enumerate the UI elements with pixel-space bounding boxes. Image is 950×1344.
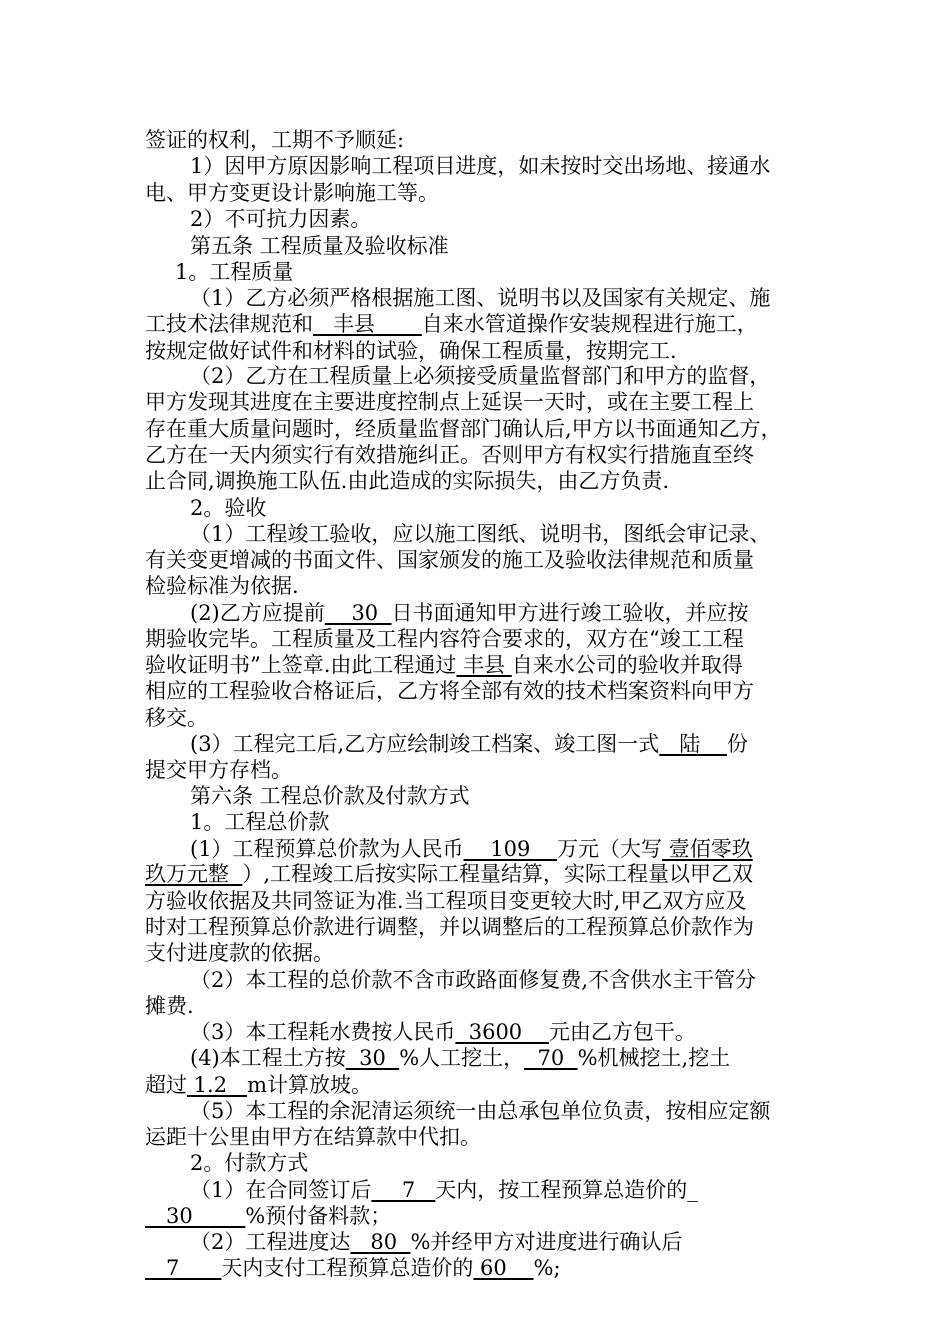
text-line: [145, 311, 758, 337]
text-segment: (4)本工程土方按: [190, 1046, 346, 1070]
text-segment: %;: [533, 1256, 561, 1280]
text-line: [145, 861, 753, 887]
filled-blank: 60: [473, 1256, 534, 1280]
filled-blank: 30: [324, 601, 392, 625]
text-line: [145, 678, 754, 704]
text-line: [145, 127, 404, 153]
text-line: [145, 1203, 391, 1229]
text-segment: 1。工程总价款: [190, 810, 330, 834]
text-segment: 元由乙方包干。: [548, 1020, 696, 1044]
text-segment: （3）本工程耗水费按人民币: [190, 1020, 456, 1044]
text-segment: 日书面通知甲方进行竣工验收，并应按: [391, 601, 749, 625]
text-segment: （2）乙方在工程质量上必须接受质量监督部门和甲方的监督，: [190, 364, 771, 388]
text-line: [190, 285, 770, 311]
text-line: [190, 521, 770, 547]
text-segment: 存在重大质量问题时，经质量监督部门确认后,甲方以书面通知乙方，: [145, 417, 782, 441]
filled-blank: 70: [524, 1046, 578, 1070]
filled-blank: 30: [345, 1046, 400, 1070]
text-segment: （2）工程进度达: [190, 1230, 351, 1254]
text-line: [145, 338, 677, 364]
text-segment: 第六条 工程总价款及付款方式: [190, 784, 470, 808]
text-segment: （2）本工程的总价款不含市政路面修复费,不含供水主干管分: [190, 968, 757, 992]
text-segment: （5）本工程的余泥清运须统一由总承包单位负责，按相应定额: [190, 1099, 771, 1123]
text-line: [145, 705, 208, 731]
text-segment: 万元（大写: [557, 837, 663, 861]
text-segment: 2。付款方式: [190, 1151, 309, 1175]
text-line: [190, 1045, 730, 1071]
filled-blank: 109: [463, 837, 558, 861]
text-segment: 2）不可抗力因素。: [190, 207, 372, 231]
text-line: [190, 153, 770, 179]
text-segment: 期验收完毕。工程质量及工程内容符合要求的，双方在“竣工工程: [145, 627, 744, 651]
text-line: [190, 600, 749, 626]
text-segment: 自来水公司的验收并取得: [511, 653, 743, 677]
text-segment: 按规定做好试件和材料的试验，确保工程质量，按期完工.: [145, 339, 677, 363]
filled-blank: 陆: [659, 732, 727, 756]
text-segment: 超过: [145, 1073, 187, 1097]
text-line: [145, 940, 334, 966]
text-line: [145, 547, 754, 573]
filled-blank: __30_____: [145, 1204, 246, 1228]
text-line: [190, 233, 449, 259]
text-line: [190, 783, 470, 809]
filled-blank: 3600: [455, 1020, 549, 1044]
filled-blank: 80: [350, 1230, 411, 1254]
text-segment: 份: [726, 732, 748, 756]
filled-blank: 丰县: [456, 653, 512, 677]
text-segment: m计算放坡。: [247, 1073, 373, 1097]
text-segment: (2)乙方应提前: [190, 601, 325, 625]
text-line: [145, 389, 754, 415]
text-segment: 运距十公里由甲方在结算款中代扣。: [145, 1125, 481, 1149]
text-line: [190, 206, 371, 232]
filled-blank: _7: [371, 1178, 436, 1202]
text-segment: 1）因甲方原因影响工程项目进度，如未按时交出场地、接通水: [190, 154, 771, 178]
text-line: [145, 914, 754, 940]
text-segment: （1）在合同签订后: [190, 1178, 372, 1202]
text-line: [190, 495, 266, 521]
text-segment: 验收证明书”上签章.由此工程通过: [145, 653, 457, 677]
text-line: [145, 1124, 481, 1150]
filled-blank: 丰县: [313, 312, 422, 336]
text-line: [190, 836, 753, 862]
text-segment: （1）乙方必须严格根据施工图、说明书以及国家有关规定、施: [190, 286, 771, 310]
filled-blank: 玖万元整: [145, 862, 243, 886]
text-segment: %预付备料款；: [245, 1204, 392, 1228]
text-line: [190, 1098, 770, 1124]
text-line: [145, 652, 743, 678]
text-segment: 电、甲方变更设计影响施工等。: [145, 181, 439, 205]
text-segment: 1。工程质量: [175, 260, 294, 284]
text-segment: 工技术法律规范和: [145, 312, 313, 336]
text-line: [175, 259, 293, 285]
text-line: [145, 1072, 372, 1098]
text-segment: 有关变更增减的书面文件、国家颁发的施工及验收法律规范和质量: [145, 548, 754, 572]
text-segment: 检验标准为依据.: [145, 574, 299, 598]
text-line: [145, 468, 669, 494]
text-line: [190, 731, 748, 757]
text-line: [145, 888, 746, 914]
text-line: [190, 1019, 696, 1045]
text-segment: 乙方在一天内须实行有效措施纠正。否则甲方有权实行措施直至终: [145, 443, 754, 467]
text-line: [190, 1177, 698, 1203]
text-segment: 相应的工程验收合格证后，乙方将全部有效的技术档案资料向甲方: [145, 679, 754, 703]
filled-blank: 壹佰零玖: [662, 837, 753, 861]
text-segment: 方验收依据及共同签证为准.当工程项目变更较大时,甲乙双方应及: [145, 889, 747, 913]
text-segment: 时对工程预算总价款进行调整，并以调整后的工程预算总价款作为: [145, 915, 754, 939]
text-line: [145, 180, 439, 206]
text-segment: %并经甲方对进度进行确认后: [410, 1230, 683, 1254]
text-line: [190, 1150, 308, 1176]
text-segment: (3）工程完工后,乙方应绘制竣工档案、竣工图一式: [190, 732, 660, 756]
text-line: [190, 967, 756, 993]
text-segment: %机械挖土,挖土: [577, 1046, 731, 1070]
filled-blank: 1.2: [187, 1073, 248, 1097]
text-segment: 移交。: [145, 706, 208, 730]
text-segment: 自来水管道操作安装规程进行施工，: [421, 312, 758, 336]
text-segment: 甲方发现其进度在主要进度控制点上延误一天时，或在主要工程上: [145, 390, 754, 414]
text-line: [145, 416, 782, 442]
text-segment: 2。验收: [190, 496, 267, 520]
text-segment: %人工挖土，: [399, 1046, 525, 1070]
text-line: [190, 1229, 682, 1255]
text-line: [145, 757, 292, 783]
text-line: [145, 993, 194, 1019]
text-segment: 摊费.: [145, 994, 194, 1018]
text-segment: 天内支付工程预算总造价的: [221, 1256, 474, 1280]
text-line: [145, 573, 299, 599]
text-line: [190, 363, 770, 389]
text-segment: 第五条 工程质量及验收标准: [190, 234, 449, 258]
text-segment: 提交甲方存档。: [145, 758, 292, 782]
text-line: [145, 626, 744, 652]
text-segment: (1）工程预算总价款为人民币: [190, 837, 464, 861]
filled-blank: __7____: [145, 1256, 222, 1280]
text-segment: 止合同,调换施工队伍.由此造成的实际损失，由乙方负责.: [145, 469, 670, 493]
text-segment: 签证的权利，工期不予顺延:: [145, 128, 405, 152]
text-line: [145, 442, 754, 468]
text-segment: 天内，按工程预算总造价的_: [435, 1178, 698, 1202]
text-segment: （1）工程竣工验收，应以施工图纸、说明书，图纸会审记录、: [190, 522, 771, 546]
text-segment: ）,工程竣工后按实际工程量结算，实际工程量以甲乙双: [242, 862, 754, 886]
text-line: [190, 809, 329, 835]
text-line: [145, 1255, 561, 1281]
text-segment: 支付进度款的依据。: [145, 941, 334, 965]
